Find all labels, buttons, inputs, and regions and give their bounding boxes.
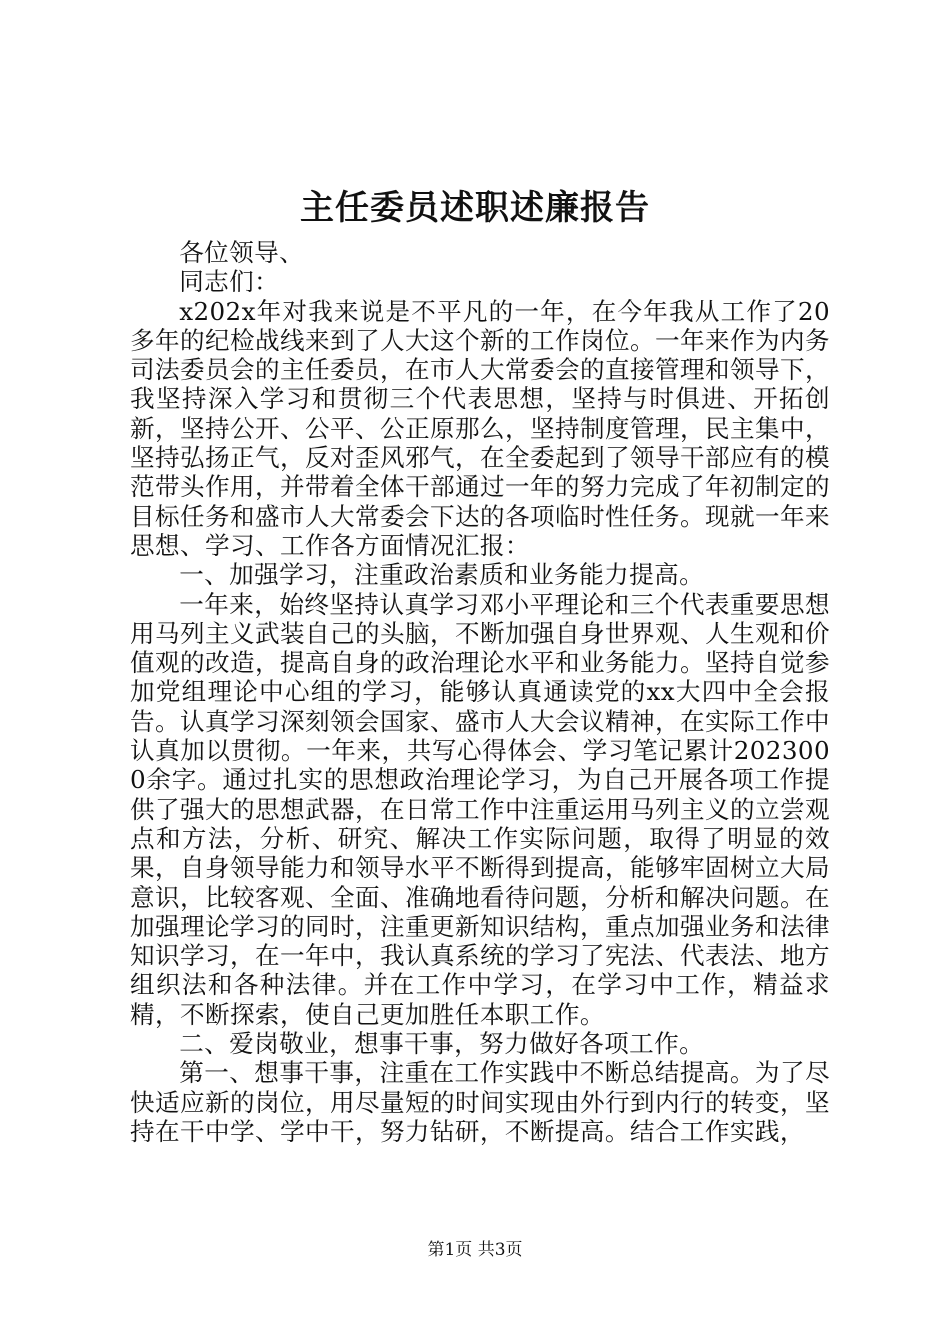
document-body [130,238,830,1146]
body-paragraph: x202x年对我来说是不平凡的一年，在今年我从工作了20多年的纪检战线来到了人大这个新的工作岗位。一年来作为内务司法委员会的主任委员，在市人大常委会的直接管理和领导下，我坚持深入学习和贯彻三个代表思想，坚持与时俱进、开拓创新，坚持公开、公平、公正原那么，坚持制度管理，民主集中，坚持弘扬正气，反对歪风邪气，在全委起到了领导干部应有的模范带头作用，并带着全体干部通过一年的努力完成了年初制定的目标任务和盛市人大常委会下达的各项临时性任务。现就一年来思想、学习、工作各方面情况汇报： [130,296,830,560]
section-heading: 一、加强学习，注重政治素质和业务能力提高。 [179,560,705,590]
salutation-line: 同志们： [179,267,280,297]
document-title: 主任委员述职述廉报告 [300,188,650,228]
body-paragraph: 一年来，始终坚持认真学习邓小平理论和三个代表重要思想用马列主义武装自己的头脑，不断加强自身世界观、人生观和价值观的改造，提高自身的政治理论水平和业务能力。坚持自觉参加党组理论中心组的学习，能够认真通读党的xx大四中全会报告。认真学习深刻领会国家、盛市人大会议精神，在实际工作中认真加以贯彻。一年来，共写心得体会、学习笔记累计2023000余字。通过扎实的思想政治理论学习，为自己开展各项工作提供了强大的思想武器，在日常工作中注重运用马列主义的立尝观点和方法，分析、研究、解决工作实际问题，取得了明显的效果，自身领导能力和领导水平不断得到提高，能够牢固树立大局意识，比较客观、全面、准确地看待问题，分析和解决问题。在加强理论学习的同时，注重更新知识结构，重点加强业务和法律知识学习，在一年中，我认真系统的学习了宪法、代表法、地方组织法和各种法律。并在工作中学习，在学习中工作，精益求精，不断探索，使自己更加胜任本职工作。 [130,589,830,1029]
salutation-line: 各位领导、 [179,238,305,267]
section-heading: 二、爱岗敬业，想事干事，努力做好各项工作。 [179,1029,705,1059]
page-number: 第1页 共3页 [427,1240,523,1260]
body-paragraph: 第一、想事干事，注重在工作实践中不断总结提高。为了尽快适应新的岗位，用尽量短的时间实现由外行到内行的转变，坚持在干中学、学中干，努力钻研，不断提高。结合工作实践， [130,1058,830,1146]
